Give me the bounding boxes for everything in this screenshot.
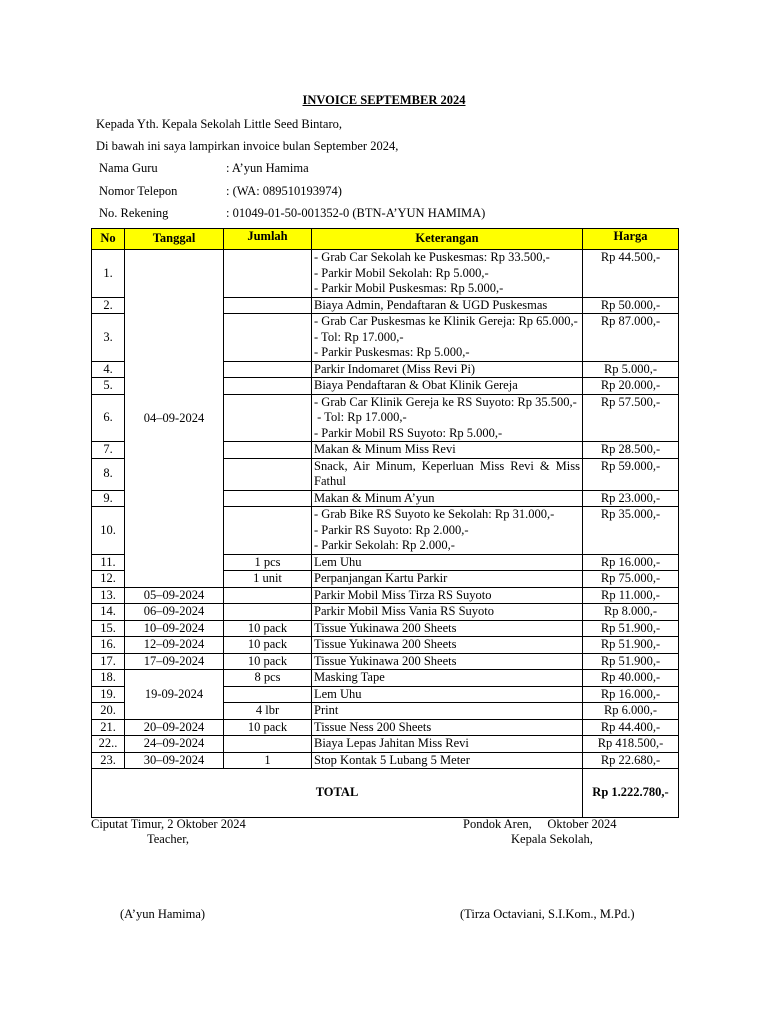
row-jumlah: 10 pack <box>224 719 312 736</box>
row-harga: Rp 87.000,- <box>583 314 679 362</box>
row-no: 6. <box>92 394 125 442</box>
row-keterangan: - Grab Bike RS Suyoto ke Sekolah: Rp 31.000,- - Parkir RS Suyoto: Rp 2.000,- - Parkir Sekolah: Rp 2.000,- <box>312 507 583 555</box>
row-jumlah <box>224 442 312 459</box>
table-row <box>92 604 679 621</box>
row-harga: Rp 11.000,- <box>583 587 679 604</box>
row-keterangan: Tissue Ness 200 Sheets <box>312 719 583 736</box>
row-jumlah: 10 pack <box>224 653 312 670</box>
row-keterangan: Biaya Admin, Pendaftaran & UGD Puskesmas <box>312 297 583 314</box>
table-row <box>92 620 679 637</box>
info-label-account: No. Rekening <box>99 206 169 220</box>
row-keterangan: Tissue Yukinawa 200 Sheets <box>312 637 583 654</box>
row-no: 19. <box>92 686 125 703</box>
info-label-name: Nama Guru <box>99 161 158 175</box>
row-harga: Rp 40.000,- <box>583 670 679 687</box>
row-jumlah <box>224 297 312 314</box>
row-no: 7. <box>92 442 125 459</box>
row-keterangan: Parkir Indomaret (Miss Revi Pi) <box>312 361 583 378</box>
info-value-name: : A’yun Hamima <box>226 161 309 175</box>
total-value: Rp 1.222.780,- <box>583 769 679 818</box>
row-harga: Rp 5.000,- <box>583 361 679 378</box>
row-keterangan: - Grab Car Sekolah ke Puskesmas: Rp 33.500,- - Parkir Mobil Sekolah: Rp 5.000,- - Parkir Mobil Puskesmas: Rp 5.000,- <box>312 250 583 298</box>
row-jumlah <box>224 458 312 490</box>
row-harga: Rp 51.900,- <box>583 637 679 654</box>
row-jumlah <box>224 361 312 378</box>
header-harga: Harga <box>583 229 679 250</box>
header-tanggal: Tanggal <box>125 229 224 250</box>
row-date: 06–09-2024 <box>125 604 224 621</box>
row-jumlah <box>224 378 312 395</box>
total-row <box>92 769 679 818</box>
row-harga: Rp 44.500,- <box>583 250 679 298</box>
row-keterangan: Masking Tape <box>312 670 583 687</box>
row-jumlah <box>224 490 312 507</box>
row-keterangan: Stop Kontak 5 Lubang 5 Meter <box>312 752 583 769</box>
info-value-account: : 01049-01-50-001352-0 (BTN-A’YUN HAMIMA) <box>226 206 486 220</box>
row-harga: Rp 16.000,- <box>583 686 679 703</box>
info-value-phone: : (WA: 089510193974) <box>226 184 342 198</box>
row-harga: Rp 28.500,- <box>583 442 679 459</box>
table-row <box>92 653 679 670</box>
table-row <box>92 752 679 769</box>
row-jumlah <box>224 507 312 555</box>
left-place-date: Ciputat Timur, 2 Oktober 2024 <box>91 817 246 831</box>
header-no: No <box>92 229 125 250</box>
row-no: 18. <box>92 670 125 687</box>
row-jumlah <box>224 250 312 298</box>
row-harga: Rp 22.680,- <box>583 752 679 769</box>
row-harga: Rp 51.900,- <box>583 653 679 670</box>
row-date: 24–09-2024 <box>125 736 224 753</box>
row-date: 04–09-2024 <box>125 250 224 588</box>
row-harga: Rp 418.500,- <box>583 736 679 753</box>
row-date: 17–09-2024 <box>125 653 224 670</box>
row-harga: Rp 51.900,- <box>583 620 679 637</box>
info-label-phone: Nomor Telepon <box>99 184 178 198</box>
table-row <box>92 736 679 753</box>
row-keterangan: Biaya Lepas Jahitan Miss Revi <box>312 736 583 753</box>
row-no: 12. <box>92 571 125 588</box>
row-keterangan: Snack, Air Minum, Keperluan Miss Revi & Miss Fathul <box>312 458 583 490</box>
row-harga: Rp 8.000,- <box>583 604 679 621</box>
row-jumlah: 1 unit <box>224 571 312 588</box>
row-date: 12–09-2024 <box>125 637 224 654</box>
row-no: 8. <box>92 458 125 490</box>
row-date: 20–09-2024 <box>125 719 224 736</box>
left-signer-name: (A’yun Hamima) <box>120 907 206 921</box>
total-label: TOTAL <box>92 769 583 818</box>
row-date: 10–09-2024 <box>125 620 224 637</box>
row-no: 22.. <box>92 736 125 753</box>
row-jumlah: 8 pcs <box>224 670 312 687</box>
row-date: 19-09-2024 <box>125 670 224 720</box>
header-keterangan: Keterangan <box>312 229 583 250</box>
row-keterangan: Print <box>312 703 583 720</box>
row-harga: Rp 44.400,- <box>583 719 679 736</box>
right-role: Kepala Sekolah, <box>511 832 593 846</box>
greeting-line: Kepada Yth. Kepala Sekolah Little Seed Bintaro, <box>96 117 342 131</box>
row-jumlah: 10 pack <box>224 620 312 637</box>
row-keterangan: - Grab Car Puskesmas ke Klinik Gereja: Rp 65.000,- - Tol: Rp 17.000,- - Parkir Puskesmas: Rp 5.000,- <box>312 314 583 362</box>
row-keterangan: - Grab Car Klinik Gereja ke RS Suyoto: Rp 35.500,- - Tol: Rp 17.000,- - Parkir Mobil RS Suyoto: Rp 5.000,- <box>312 394 583 442</box>
row-jumlah <box>224 314 312 362</box>
row-no: 11. <box>92 554 125 571</box>
row-keterangan: Biaya Pendaftaran & Obat Klinik Gereja <box>312 378 583 395</box>
row-harga: Rp 6.000,- <box>583 703 679 720</box>
row-jumlah <box>224 686 312 703</box>
row-date: 30–09-2024 <box>125 752 224 769</box>
row-jumlah <box>224 604 312 621</box>
row-no: 17. <box>92 653 125 670</box>
right-place-date: Pondok Aren, Oktober 2024 <box>463 817 617 831</box>
table-row <box>92 587 679 604</box>
row-no: 3. <box>92 314 125 362</box>
row-no: 16. <box>92 637 125 654</box>
row-no: 14. <box>92 604 125 621</box>
row-harga: Rp 57.500,- <box>583 394 679 442</box>
row-harga: Rp 16.000,- <box>583 554 679 571</box>
row-jumlah <box>224 394 312 442</box>
row-keterangan: Parkir Mobil Miss Tirza RS Suyoto <box>312 587 583 604</box>
table-row <box>92 670 679 687</box>
row-no: 20. <box>92 703 125 720</box>
row-no: 1. <box>92 250 125 298</box>
row-harga: Rp 50.000,- <box>583 297 679 314</box>
row-harga: Rp 59.000,- <box>583 458 679 490</box>
row-keterangan: Makan & Minum Miss Revi <box>312 442 583 459</box>
row-keterangan: Lem Uhu <box>312 554 583 571</box>
row-no: 10. <box>92 507 125 555</box>
table-header-row <box>92 229 679 250</box>
row-no: 2. <box>92 297 125 314</box>
header-jumlah: Jumlah <box>224 229 312 250</box>
row-no: 9. <box>92 490 125 507</box>
row-no: 13. <box>92 587 125 604</box>
table-row <box>92 719 679 736</box>
invoice-table <box>91 228 679 818</box>
intro-line: Di bawah ini saya lampirkan invoice bulan September 2024, <box>96 139 399 153</box>
table-row <box>92 637 679 654</box>
table-row <box>92 250 679 298</box>
row-no: 5. <box>92 378 125 395</box>
row-jumlah: 1 pcs <box>224 554 312 571</box>
invoice-title: INVOICE SEPTEMBER 2024 <box>302 93 466 107</box>
row-keterangan: Perpanjangan Kartu Parkir <box>312 571 583 588</box>
row-jumlah: 4 lbr <box>224 703 312 720</box>
right-signer-name: (Tirza Octaviani, S.I.Kom., M.Pd.) <box>460 907 635 921</box>
row-keterangan: Makan & Minum A’yun <box>312 490 583 507</box>
row-no: 23. <box>92 752 125 769</box>
row-no: 21. <box>92 719 125 736</box>
row-no: 4. <box>92 361 125 378</box>
row-harga: Rp 23.000,- <box>583 490 679 507</box>
row-keterangan: Tissue Yukinawa 200 Sheets <box>312 653 583 670</box>
row-jumlah <box>224 587 312 604</box>
row-jumlah <box>224 736 312 753</box>
row-harga: Rp 20.000,- <box>583 378 679 395</box>
left-role: Teacher, <box>147 832 189 846</box>
row-jumlah: 1 <box>224 752 312 769</box>
row-no: 15. <box>92 620 125 637</box>
row-jumlah: 10 pack <box>224 637 312 654</box>
row-harga: Rp 35.000,- <box>583 507 679 555</box>
row-keterangan: Lem Uhu <box>312 686 583 703</box>
row-keterangan: Parkir Mobil Miss Vania RS Suyoto <box>312 604 583 621</box>
row-keterangan: Tissue Yukinawa 200 Sheets <box>312 620 583 637</box>
row-date: 05–09-2024 <box>125 587 224 604</box>
row-harga: Rp 75.000,- <box>583 571 679 588</box>
